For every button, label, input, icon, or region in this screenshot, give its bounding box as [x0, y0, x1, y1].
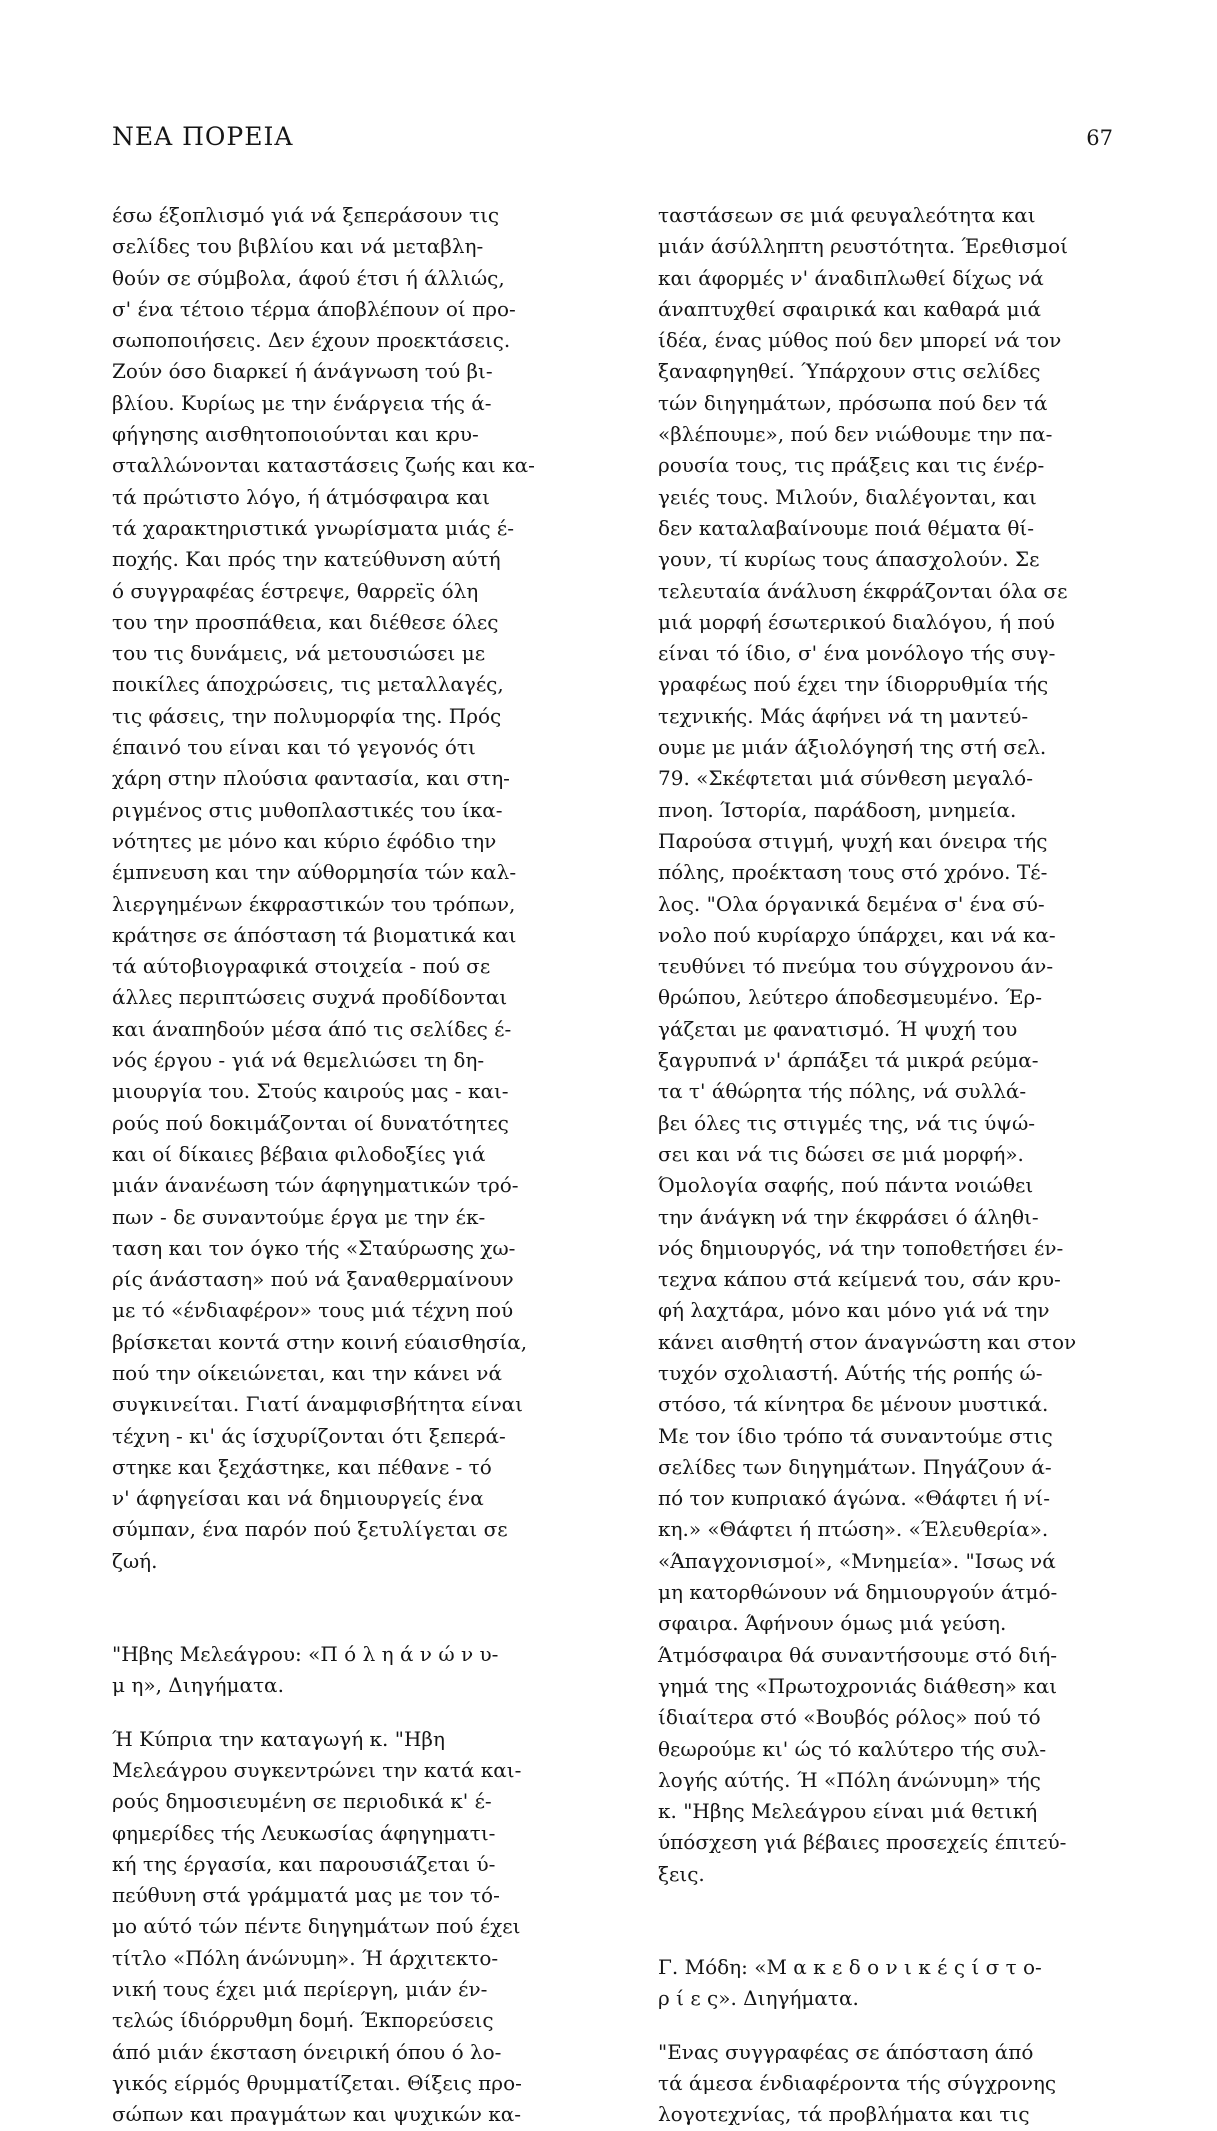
text-line: ξαγρυπνά ν' άρπάξει τά μικρά ρεύμα-: [658, 1048, 1039, 1073]
text-line: Ζούν όσο διαρκεί ή άνάγνωση τού βι-: [112, 359, 493, 384]
text-line: στόσο, τά κίνητρα δε μένουν μυστικά.: [658, 1392, 1049, 1417]
text-line: σώπων και πραγμάτων και ψυχικών κα-: [112, 2102, 521, 2127]
text-line: σ' ένα τέτοιο τέρμα άποβλέπουν οί προ-: [112, 296, 516, 321]
text-line: μιάν άσύλληπτη ρευστότητα. Έρεθισμοί: [658, 234, 1068, 259]
text-line: σύμπαν, ένα παρόν πού ξετυλίγεται σε: [112, 1517, 508, 1542]
text-line: στηκε και ξεχάστηκε, και πέθανε - τό: [112, 1454, 492, 1479]
text-line: ουμε με μιάν άξιολόγησή της στή σελ.: [658, 735, 1047, 760]
text-line: φήγησης αισθητοποιούνται και κρυ-: [112, 422, 479, 447]
text-line: κ. "Ηβης Μελεάγρου είναι μιά θετική: [658, 1799, 1038, 1824]
text-line: λογοτεχνίας, τά προβλήματα και τις: [658, 2102, 1030, 2127]
text-line: σελίδες του βιβλίου και νά μεταβλη-: [112, 234, 484, 259]
text-line: φημερίδες τής Λευκωσίας άφηγηματι-: [112, 1820, 496, 1845]
text-line: σωποποιήσεις. Δεν έχουν προεκτάσεις.: [112, 328, 511, 353]
review-3-body: [658, 2037, 1113, 2131]
text-line: του τις δυνάμεις, νά μετουσιώσει με: [112, 641, 486, 666]
text-line: Όμολογία σαφής, πού πάντα νοιώθει: [658, 1173, 1034, 1198]
text-line: τυχόν σχολιαστή. Αύτής τής ροπής ώ-: [658, 1360, 1043, 1385]
text-line: τά πρώτιστο λόγο, ή άτμόσφαιρα και: [112, 484, 491, 509]
text-line: μιά μορφή έσωτερικού διαλόγου, ή πού: [658, 609, 1055, 634]
review-2-body: [112, 1724, 620, 2131]
text-line: ίδέα, ένας μύθος πού δεν μπορεί νά τον: [658, 328, 1062, 353]
text-line: μιουργία του. Στούς καιρούς μας - και-: [112, 1079, 509, 1104]
text-line: τις φάσεις, την πολυμορφία της. Πρός: [112, 703, 502, 728]
text-line: πό τον κυπριακό άγώνα. «Θάφτει ή νί-: [658, 1486, 1050, 1511]
text-line: ποχής. Και πρός την κατεύθυνση αύτή: [112, 547, 501, 572]
text-line: ρουσία τους, τις πράξεις και τις ένέρ-: [658, 453, 1045, 478]
text-line: χάρη στην πλούσια φαντασία, και στη-: [112, 766, 510, 791]
text-line: έπαινό του είναι και τό γεγονός ότι: [112, 735, 476, 760]
text-line: ρούς πού δοκιμάζονται οί δυνατότητες: [112, 1110, 509, 1135]
right-column: [658, 200, 1113, 2131]
text-line: τών διηγημάτων, πρόσωπα πού δεν τά: [658, 390, 1048, 415]
text-line: γημά της «Πρωτοχρονιάς διάθεση» και: [658, 1673, 1058, 1698]
text-line: κάνει αισθητή στον άναγνώστη και στον: [658, 1329, 1077, 1354]
text-line: ρίς άνάσταση» πού νά ξαναθερμαίνουν: [112, 1267, 514, 1292]
text-line: μο αύτό τών πέντε διηγημάτων πού έχει: [112, 1914, 521, 1939]
text-line: τεχνικής. Μάς άφήνει νά τη μαντεύ-: [658, 703, 1029, 728]
review-3-title: [658, 1952, 1113, 2015]
text-line: άλλες περιπτώσεις συχνά προδίδονται: [112, 985, 508, 1010]
text-line: ξεις.: [658, 1861, 705, 1886]
text-line: νός δημιουργός, νά την τοποθετήσει έν-: [658, 1235, 1064, 1260]
text-line: σταλλώνονται καταστάσεις ζωής και κα-: [112, 453, 535, 478]
text-line: πού την οίκειώνεται, και την κάνει νά: [112, 1360, 502, 1385]
text-line: την άνάγκη νά την έκφράσει ό άληθι-: [658, 1204, 1039, 1229]
text-line: ρ ί ε ς». Διηγήματα.: [658, 1986, 859, 2011]
text-line: και οί δίκαιες βέβαια φιλοδοξίες γιά: [112, 1141, 486, 1166]
text-line: γάζεται με φανατισμό. Ή ψυχή του: [658, 1016, 1018, 1041]
text-line: βλίου. Κυρίως με την ένάργεια τής ά-: [112, 390, 492, 415]
text-line: φή λαχτάρα, μόνο και μόνο γιά νά την: [658, 1298, 1050, 1323]
text-line: λογής αύτής. Ή «Πόλη άνώνυμη» τής: [658, 1767, 1041, 1792]
text-line: "Ενας συγγραφέας σε άπόσταση άπό: [658, 2039, 1034, 2064]
text-line: τά χαρακτηριστικά γνωρίσματα μιάς έ-: [112, 515, 515, 540]
text-line: θεωρούμε κι' ώς τό καλύτερο τής συλ-: [658, 1736, 1047, 1761]
text-line: ριγμένος στις μυθοπλαστικές του ίκα-: [112, 797, 503, 822]
review-2-continued: [658, 200, 1113, 1890]
text-line: ταστάσεων σε μιά φευγαλεότητα και: [658, 203, 1036, 227]
text-line: 79. «Σκέφτεται μιά σύνθεση μεγαλό-: [658, 766, 1033, 791]
text-line: ίδιαίτερα στό «Βουβός ρόλος» πού τό: [658, 1705, 1041, 1730]
text-line: τελευταία άνάλυση έκφράζονται όλα σε: [658, 578, 1068, 603]
text-line: «Άπαγχονισμοί», «Μνημεία». "Ισως νά: [658, 1548, 1056, 1573]
text-line: πεύθυνη στά γράμματά μας με τον τό-: [112, 1883, 500, 1908]
text-line: ρούς δημοσιευμένη σε περιοδικά κ' έ-: [112, 1789, 492, 1814]
text-line: ύπόσχεση γιά βέβαιες προσεχείς έπιτεύ-: [658, 1830, 1067, 1855]
text-line: τευθύνει τό πνεύμα του σύγχρονου άν-: [658, 954, 1054, 979]
text-line: γραφέως πού έχει την ίδιορρυθμία τής: [658, 672, 1049, 697]
text-line: νική τους έχει μιά περίεργη, μιάν έν-: [112, 1977, 488, 2002]
text-line: Μελεάγρου συγκεντρώνει την κατά και-: [112, 1757, 522, 1782]
text-line: σει και νά τις δώσει σε μιά μορφή».: [658, 1141, 1024, 1166]
text-line: είναι τό ίδιο, σ' ένα μονόλογο τής συγ-: [658, 641, 1056, 666]
text-line: άναπτυχθεί σφαιρικά και καθαρά μιά: [658, 296, 1041, 321]
text-line: "Ηβης Μελεάγρου: «Π ό λ η ά ν ώ ν υ-: [112, 1642, 499, 1667]
text-line: λιεργημένων έκφραστικών του τρόπων,: [112, 891, 516, 916]
text-line: Παρούσα στιγμή, ψυχή και όνειρα τής: [658, 828, 1048, 853]
left-column: [112, 200, 620, 2131]
text-line: άπό μιάν έκσταση όνειρική όπου ό λο-: [112, 2039, 502, 2064]
text-line: Γ. Μόδη: «Μ α κ ε δ ο ν ι κ έ ς ί σ τ ο-: [658, 1955, 1042, 1980]
text-line: με τό «ένδιαφέρον» τους μιά τέχνη πού: [112, 1298, 514, 1323]
text-line: θρώπου, λεύτερο άποδεσμευμένο. Έρ-: [658, 985, 1042, 1010]
text-line: μ η», Διηγήματα.: [112, 1673, 284, 1698]
text-line: ταση και τον όγκο τής «Σταύρωσης χω-: [112, 1235, 516, 1260]
text-line: «βλέπουμε», πού δεν νιώθουμε την πα-: [658, 422, 1053, 447]
text-line: μη κατορθώνουν νά δημιουργούν άτμό-: [658, 1580, 1058, 1605]
text-line: τά άμεσα ένδιαφέροντα τής σύγχρονης: [658, 2070, 1057, 2095]
text-line: τεχνα κάπου στά κείμενά του, σάν κρυ-: [658, 1267, 1061, 1292]
text-line: βρίσκεται κοντά στην κοινή εύαισθησία,: [112, 1329, 528, 1354]
text-line: γικός είρμός θρυμματίζεται. Θίξεις προ-: [112, 2070, 522, 2095]
journal-title: ΝΕΑ ΠΟΡΕΙΑ: [112, 122, 294, 151]
text-line: τελώς ίδιόρρυθμη δομή. Έκπορεύσεις: [112, 2008, 494, 2033]
page-number: 67: [1086, 126, 1113, 150]
text-line: λος. "Ολα όργανικά δεμένα σ' ένα σύ-: [658, 891, 1045, 916]
text-line: κράτησε σε άπόσταση τά βιοματικά και: [112, 922, 517, 947]
text-line: Ή Κύπρια την καταγωγή κ. "Ηβη: [112, 1726, 445, 1751]
text-line: έμπνευση και την αύθορμησία τών καλ-: [112, 860, 517, 885]
text-line: πνοη. Ίστορία, παράδοση, μνημεία.: [658, 797, 1017, 822]
review-2-title: [112, 1639, 620, 1702]
text-line: και άφορμές ν' άναδιπλωθεί δίχως νά: [658, 265, 1044, 290]
text-line: του την προσπάθεια, και διέθεσε όλες: [112, 609, 499, 634]
text-line: νός έργου - γιά νά θεμελιώσει τη δη-: [112, 1048, 485, 1073]
text-line: μιάν άνανέωση τών άφηγηματικών τρό-: [112, 1173, 519, 1198]
text-line: συγκινείται. Γιατί άναμφισβήτητα είναι: [112, 1392, 523, 1417]
text-line: Με τον ίδιο τρόπο τά συναντούμε στις: [658, 1423, 1053, 1448]
text-line: θούν σε σύμβολα, άφού έτσι ή άλλιώς,: [112, 265, 505, 290]
page-header: [112, 122, 1113, 162]
text-line: κή της έργασία, και παρουσιάζεται ύ-: [112, 1851, 496, 1876]
text-line: και άναπηδούν μέσα άπό τις σελίδες έ-: [112, 1016, 512, 1041]
review-1-body: [112, 200, 620, 1577]
text-line: τά αύτοβιογραφικά στοιχεία - πού σε: [112, 954, 491, 979]
text-line: γουν, τί κυρίως τους άπασχολούν. Σε: [658, 547, 1040, 572]
text-line: πων - δε συναντούμε έργα με την έκ-: [112, 1204, 486, 1229]
text-line: γειές τους. Μιλούν, διαλέγονται, και: [658, 484, 1037, 509]
text-line: πόλης, προέκταση τους στό χρόνο. Τέ-: [658, 860, 1048, 885]
text-line: τα τ' άθώρητα τής πόλης, νά συλλά-: [658, 1079, 1027, 1104]
text-line: Άτμόσφαιρα θά συναντήσουμε στό διή-: [658, 1642, 1058, 1667]
text-line: σελίδες των διηγημάτων. Πηγάζουν ά-: [658, 1454, 1052, 1479]
text-line: βει όλες τις στιγμές της, νά τις ύψώ-: [658, 1110, 1036, 1135]
text-line: δεν καταλαβαίνουμε ποιά θέματα θί-: [658, 515, 1035, 540]
text-line: ποικίλες άποχρώσεις, τις μεταλλαγές,: [112, 672, 504, 697]
text-line: νότητες με μόνο και κύριο έφόδιο την: [112, 828, 497, 853]
text-line: ν' άφηγείσαι και νά δημιουργείς ένα: [112, 1486, 484, 1511]
text-line: νολο πού κυρίαρχο ύπάρχει, και νά κα-: [658, 922, 1056, 947]
text-line: τέχνη - κι' άς ίσχυρίζονται ότι ξεπερά-: [112, 1423, 506, 1448]
text-line: ό συγγραφέας έστρεψε, θαρρεϊς όλη: [112, 578, 479, 603]
text-line: σφαιρα. Άφήνουν όμως μιά γεύση.: [658, 1611, 1007, 1636]
text-line: έσω έξοπλισμό γιά νά ξεπεράσουν τις: [112, 203, 500, 227]
text-line: κη.» «Θάφτει ή πτώση». «Έλευθερία».: [658, 1517, 1049, 1542]
text-line: τίτλο «Πόλη άνώνυμη». Ή άρχιτεκτο-: [112, 1945, 499, 1970]
text-line: ζωή.: [112, 1548, 158, 1573]
text-line: ξαναφηγηθεί. Ύπάρχουν στις σελίδες: [658, 359, 1041, 384]
